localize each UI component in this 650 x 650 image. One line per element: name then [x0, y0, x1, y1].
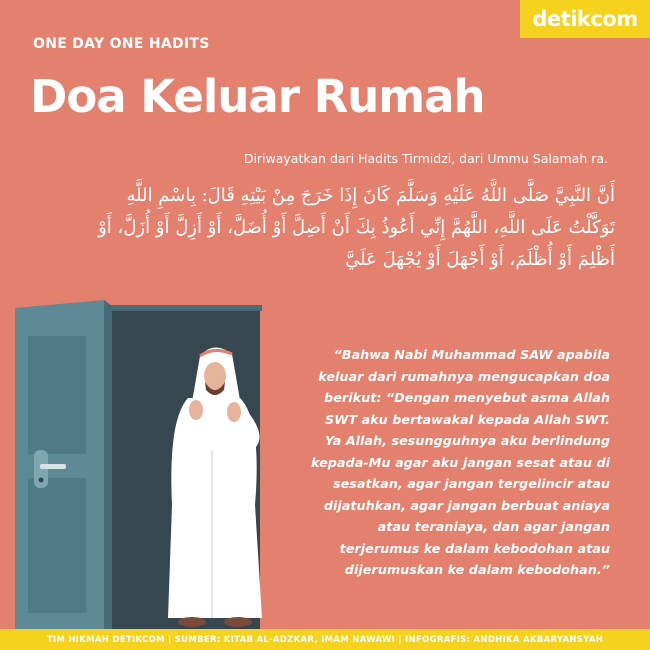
door-inset-top	[28, 336, 86, 454]
door-inset-bottom	[28, 478, 86, 613]
door-edge	[104, 300, 112, 630]
man-praying-at-open-door-illustration	[0, 300, 300, 630]
logo-text-com: com	[590, 7, 638, 31]
footer-credits-text: TIM HIKMAH DETIKCOM | SUMBER: KITAB AL-ADZKAR, IMAM NAWAWI | INFOGRAFIS: ANDHIKA AKBARYANSYAH	[46, 634, 604, 645]
translation-text: “Bahwa Nabi Muhammad SAW apabila keluar dari rumahnya mengucapkan doa berikut: “Dengan menyebut asma Allah SWT aku bertawakal kepada Allah SWT. Ya Allah, sesungguhnya aku berlindung kepada-Mu agar aku jangan sesat atau di sesatkan, agar jangan tergelincir atau dijatuhkan, agar jangan berbuat aniaya atau teraniaya, dan agar jangan terjerumus ke dalam kebodohan atau dijerumuskan ke dalam kebodohan.”	[311, 348, 610, 578]
arabic-hadith-text: أَنَّ النَّبِيَّ صَلَّى اللَّهُ عَلَيْهِ وَسَلَّمَ كَانَ إِذَا خَرَجَ مِنْ بَيْتِهِ قَالَ: بِاسْمِ اللَّهِ تَوَكَّلْتُ عَلَى اللَّهِ، اللَّهُمَّ إِنِّي أَعُوذُ بِكَ أَنْ أَضِلَّ أَوْ أُضَلَّ، أَوْ أَزِلَّ أَوْ أُزَلَّ، أَوْ أَظْلِمَ أَوْ أُظْلَمَ، أَوْ أَجْهَلَ أَوْ يُجْهَلَ عَلَيَّ	[98, 185, 615, 270]
footer-credits	[0, 629, 650, 650]
narration-line: Diriwayatkan dari Hadits Tirmidzi, dari Ummu Salamah ra.	[243, 151, 608, 166]
detikcom-logo[interactable]	[520, 0, 650, 38]
door-frame	[100, 305, 262, 311]
logo-text-detik: detik	[532, 7, 591, 31]
series-label: ONE DAY ONE HADITS	[33, 36, 210, 52]
page-title: Doa Keluar Rumah	[30, 70, 485, 123]
